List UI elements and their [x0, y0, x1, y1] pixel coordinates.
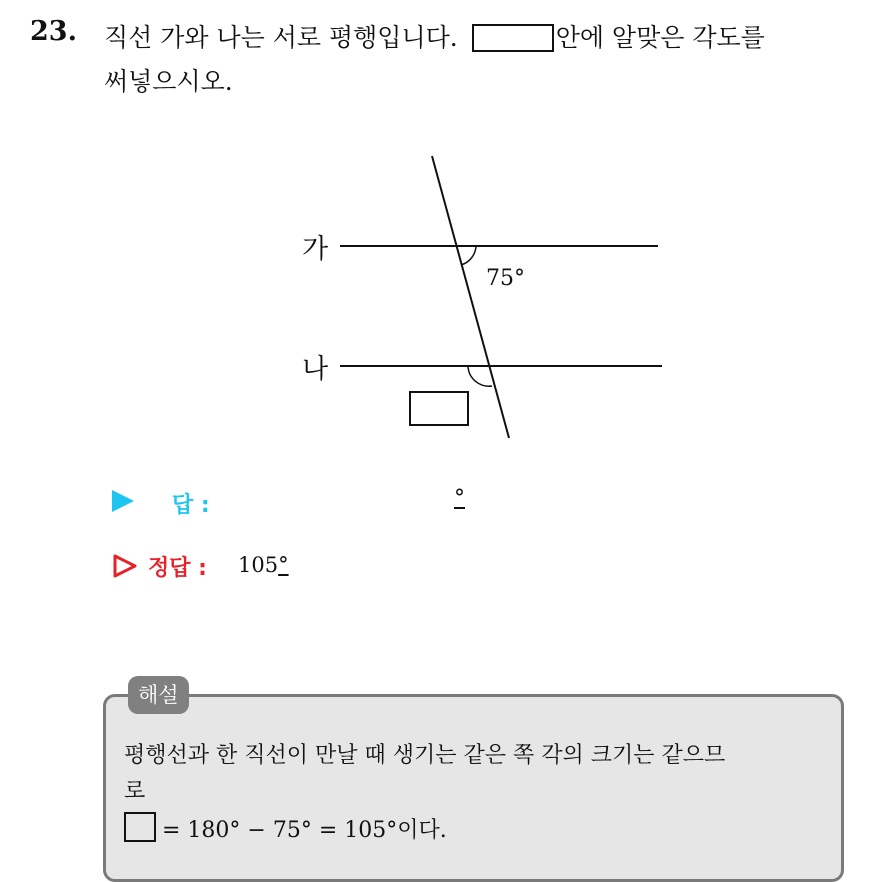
- question-text-after-box: 안에 알맞은 각도를: [555, 23, 765, 52]
- label-ga: 가: [302, 234, 329, 265]
- question-number: 23.: [30, 16, 77, 47]
- explanation-line-1: 평행선과 한 직선이 만날 때 생기는 같은 쪽 각의 크기는 같으므: [124, 743, 726, 768]
- explanation-tag: 해설: [128, 676, 189, 714]
- angle-arc-bottom: [468, 366, 492, 386]
- explanation-blank-box: [124, 812, 156, 842]
- question-text-before-box: 직선 가와 나는 서로 평행입니다.: [104, 23, 458, 52]
- label-na: 나: [302, 354, 329, 385]
- correct-answer-degree: °: [278, 553, 289, 577]
- answer-degree-symbol: °: [454, 486, 465, 511]
- transversal-line: [432, 156, 509, 438]
- correct-answer-value: [238, 553, 289, 577]
- correct-answer-number: 105: [238, 553, 279, 577]
- correct-answer-label: 정답 :: [148, 556, 207, 581]
- angle-arc-top: [461, 246, 476, 265]
- question-text-line-2: 써넣으시오.: [104, 67, 233, 96]
- answer-row: [112, 486, 465, 518]
- explanation-line-2: 로: [124, 779, 146, 804]
- explanation-box: [103, 694, 844, 882]
- play-icon: [112, 490, 134, 512]
- answer-label: 답 :: [172, 493, 210, 518]
- angle-label-75: 75°: [486, 266, 525, 291]
- explanation-equation: = 180° − 75° = 105°이다.: [162, 818, 447, 843]
- angle-answer-box: [410, 392, 468, 425]
- outline-play-icon: [112, 554, 138, 578]
- explanation-line-3: [124, 812, 447, 844]
